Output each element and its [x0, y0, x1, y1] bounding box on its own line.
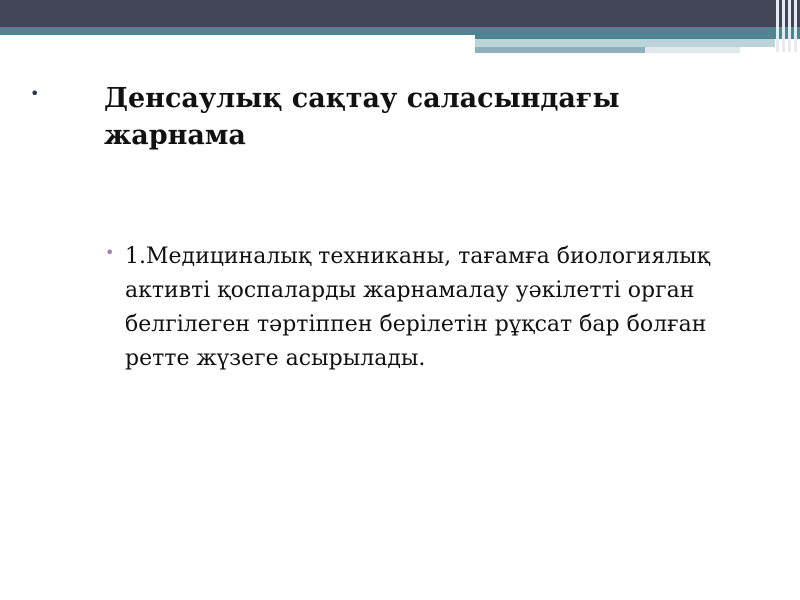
header-accent-2 — [475, 47, 645, 53]
slide-title-block — [30, 80, 670, 154]
header-band-highlight — [0, 35, 475, 39]
header-stripes — [774, 0, 800, 52]
header-accent-3 — [645, 47, 740, 53]
header-accent-1 — [475, 39, 775, 47]
header-bar — [0, 0, 800, 27]
body-bullet-icon: • — [105, 243, 115, 262]
slide-body-text: 1.Медициналық техниканы, тағамға биологиялық активті қоспаларды жарнамалау уәкілетті орган белгілеген тәртіппен берілетін рұқсат бар болған ретте жүзеге асырылады. — [125, 244, 711, 371]
title-bullet-icon: • — [30, 84, 40, 103]
slide-body — [105, 240, 725, 376]
slide-title: Денсаулық сақтау саласындағы жарнама — [104, 83, 620, 151]
